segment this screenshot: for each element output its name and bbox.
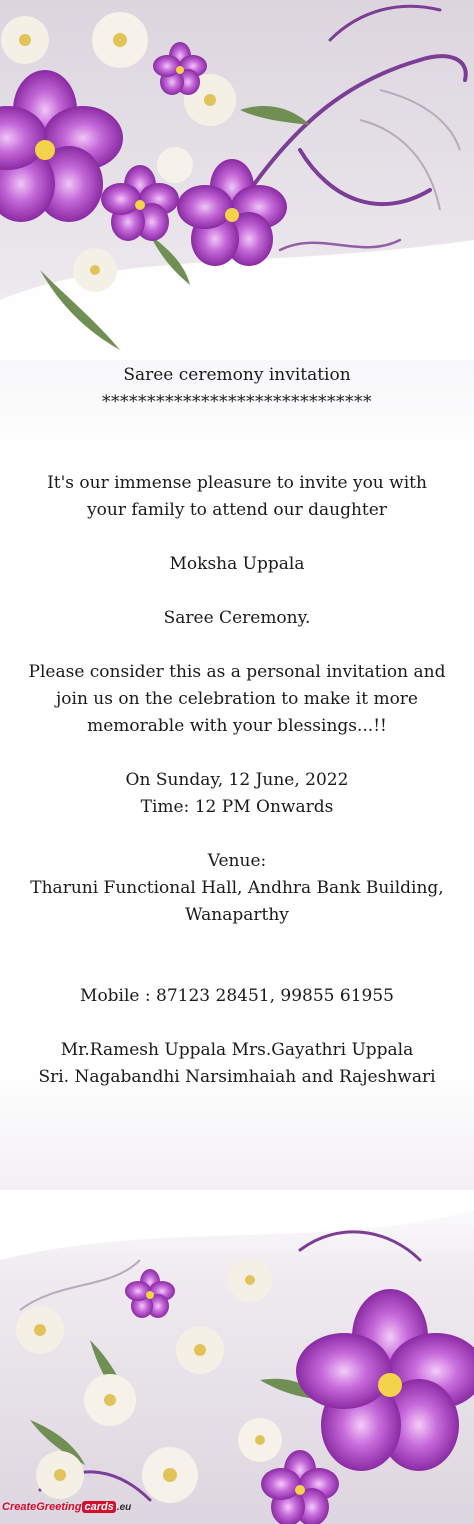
logo-text-1: CreateGreeting — [2, 1501, 82, 1513]
title-divider: ****************************** — [102, 392, 372, 412]
logo-text-2: cards — [84, 1501, 114, 1513]
hosts-parents: Mr.Ramesh Uppala Mrs.Gayathri Uppala — [60, 1040, 414, 1060]
invitation-text — [0, 362, 474, 1091]
event-time: Time: 12 PM Onwards — [140, 797, 334, 817]
logo-text-3: .eu — [116, 1501, 132, 1513]
event-date: On Sunday, 12 June, 2022 — [125, 770, 349, 790]
invitation-intro: It's our immense pleasure to invite you with your family to attend our daughter — [47, 473, 427, 520]
invitation-title: Saree ceremony invitation — [123, 365, 351, 385]
top-floral-decoration — [0, 0, 474, 360]
bottom-floral-decoration — [0, 1190, 474, 1524]
daughter-name: Moksha Uppala — [169, 554, 305, 574]
venue-address: Tharuni Functional Hall, Andhra Bank Building, Wanaparthy — [30, 878, 444, 925]
ceremony-name: Saree Ceremony. — [163, 608, 311, 628]
hosts-grandparents: Sri. Nagabandhi Narsimhaiah and Rajeshwari — [38, 1067, 436, 1087]
venue-label: Venue: — [207, 851, 267, 871]
mobile-numbers: Mobile : 87123 28451, 99855 61955 — [80, 986, 394, 1006]
site-logo — [2, 1494, 132, 1520]
invitation-message: Please consider this as a personal invitation and join us on the celebration to make it more memorable with your blessings...!! — [28, 662, 446, 736]
